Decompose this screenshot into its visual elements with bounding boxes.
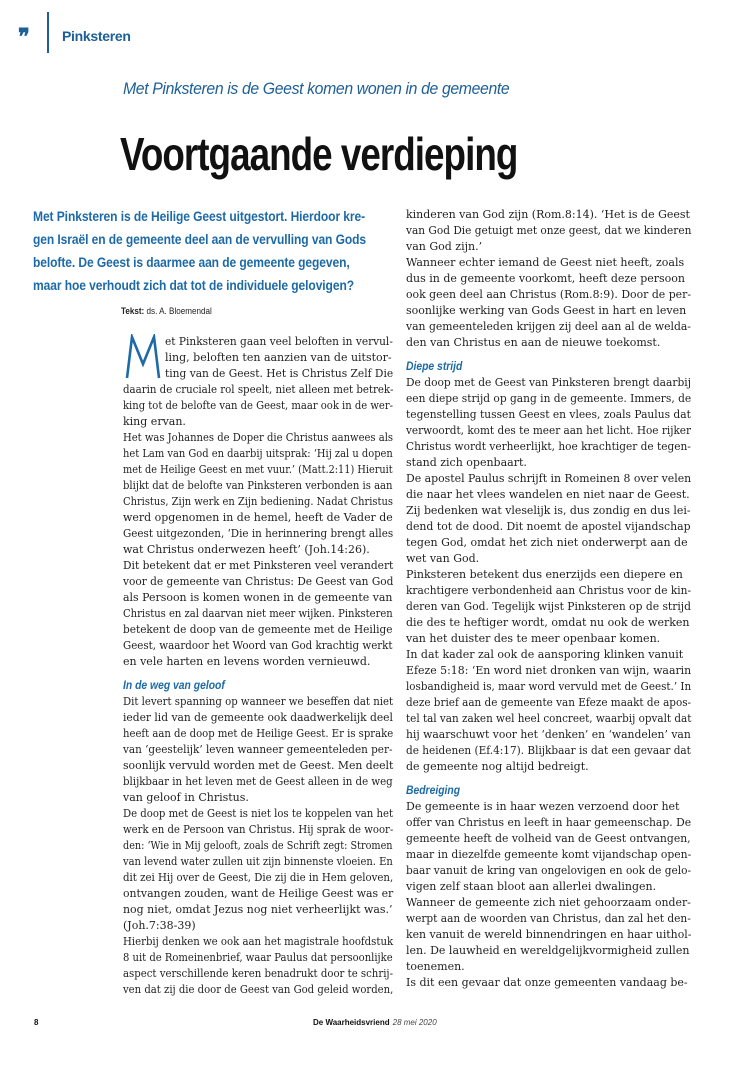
body-text-line: Christus en zal daarvan niet meer wijken. Pinksteren: [123, 607, 393, 620]
article-column-right: [406, 207, 691, 991]
body-text-line: dit zei Hij over de Geest, Die zij die in Hem geloven,: [123, 871, 394, 884]
body-text-line: king tot de belofte van de Geest, maar ook in de wer-: [123, 399, 394, 412]
article-title: Voortgaande verdieping: [120, 128, 518, 180]
intro-line: maar hoe verhoudt zich dat tot de individuele gelovigen?: [33, 277, 354, 293]
body-text-line: De doop met de Geest van Pinksteren brengt daarbij: [406, 376, 692, 389]
body-text-line: en vele harten en levens worden vernieuwd.: [123, 655, 371, 668]
body-text-line: kinderen van God zijn (Rom.8:14). ‘Het is de Geest: [406, 208, 690, 221]
header-divider: [47, 12, 49, 53]
body-text-line: nog niet, omdat Jezus nog niet verheerlijkt was.’: [123, 903, 393, 916]
article-intro: [33, 205, 377, 297]
body-text-line: Geest, waardoor het Woord van God krachtig werkt: [123, 639, 393, 652]
body-text-line: wet van God.: [406, 552, 480, 565]
body-text-line: Christus wordt verheerlijkt, hoe krachtiger de tegen-: [406, 440, 691, 453]
body-text-line: van het duister des te meer openbaar komen.: [406, 632, 661, 645]
body-text-line: ken vanuit de wereld binnendringen en haar uithol-: [406, 928, 692, 941]
body-text-line: ting van de Geest. Het is Christus Zelf Die: [165, 367, 394, 380]
body-text-line: Het was Johannes de Doper die Christus aanwees als: [123, 431, 394, 444]
body-text-line: Christus, Zijn werk en Zijn bediening. Nadat Christus: [123, 495, 393, 508]
body-text-line: king ervan.: [123, 415, 186, 428]
body-text-line: ven dat zij die door de Geest van God geleid worden,: [123, 983, 394, 996]
byline-author: ds. A. Bloemendal: [146, 306, 212, 316]
body-text-line: ieder lid van de gemeente ook daadwerkelijk deel: [123, 711, 393, 724]
body-text-line: len. De lauwheid en wereldgelijkvormigheid zullen: [406, 944, 690, 957]
body-text-line: van ‘geestelijk’ leven wanneer gemeenteleden per-: [123, 743, 393, 756]
publication-name: De Waarheidsvriend: [313, 1018, 390, 1027]
body-text-line: dend tot de dood. Dit noemt de apostel vijandschap: [406, 520, 691, 533]
body-text-line: werd opgenomen in de hemel, heeft de Vader de: [123, 511, 393, 524]
body-text-line: De gemeente is in haar wezen verzoend door het: [406, 800, 680, 813]
body-text-line: die des te heftiger wordt, omdat nu ook de werken: [406, 616, 690, 629]
body-text-line: (Joh.7:38-39): [123, 919, 196, 932]
body-text-line: tegen God, omdat het zich niet onderwerpt aan de: [406, 536, 688, 549]
body-text-line: tegenstelling tussen Geest en vlees, zoals Paulus dat: [406, 408, 691, 421]
article-kicker: Met Pinksteren is de Geest komen wonen in de gemeente: [123, 79, 510, 98]
body-text-line: 8 uit de Romeinenbrief, waar Paulus dat persoonlijke: [123, 951, 393, 964]
body-text-line: maar in diezelfde gemeente komt vijandschap open-: [406, 848, 692, 861]
intro-line: Met Pinksteren is de Heilige Geest uitgestort. Hierdoor kre-: [33, 208, 366, 224]
section-subheading: Diepe strijd: [406, 361, 463, 373]
body-text-line: den: ‘Wie in Mij gelooft, zoals de Schrift zegt: Stromen: [123, 839, 393, 852]
body-text-line: de heidenen (Ef.4:17). Blijkbaar is dat een gevaar dat: [406, 744, 691, 757]
body-text-line: Is dit een gevaar dat onze gemeenten vandaag be-: [406, 976, 688, 989]
body-text-line: ling, beloften ten aanzien van de uitstor-: [165, 351, 392, 364]
body-text-line: verwoordt, komt des te meer aan het licht. Hoe rijker: [406, 424, 692, 437]
body-text-line: De doop met de Geest is niet los te koppelen van het: [123, 807, 394, 820]
body-text-line: deze brief aan de gemeente van Efeze maakt de apos-: [406, 696, 692, 709]
body-text-line: voor de gemeente van Christus: De Geest van God: [123, 575, 394, 588]
body-text-line: deren van God. Tegelijk wijst Pinksteren op de strijd: [406, 600, 691, 613]
body-text-line: baar vanuit de kring van ongelovigen en ook de gelo-: [406, 864, 692, 877]
body-text-line: werpt aan de woorden van Christus, dan zal het den-: [406, 912, 691, 925]
byline-label: Tekst:: [121, 306, 145, 316]
body-text-line: gemeente heeft de volheid van de Geest ontvangen,: [406, 832, 691, 845]
body-text-line: Pinksteren betekent dus enerzijds een diepere en: [406, 568, 683, 581]
body-text-line: Wanneer de gemeente zich niet gehoorzaam onder-: [406, 896, 691, 909]
body-text-line: toenemen.: [406, 960, 465, 973]
section-label: Pinksteren: [62, 28, 131, 44]
byline: [121, 306, 212, 316]
body-text-line: De apostel Paulus schrijft in Romeinen 8 over velen: [406, 472, 692, 485]
body-text-line: den van Christus en aan de nieuwe toekomst.: [406, 336, 661, 349]
body-text-line: met de Heilige Geest en met vuur.’ (Matt.2:11) Hieruit: [123, 463, 393, 476]
body-text-line: blijkt dat de belofte van Pinksteren verbonden is aan: [123, 479, 393, 492]
body-text-line: werk en de Persoon van Christus. Hij sprak de woor-: [123, 823, 394, 836]
body-text-line: vigen zelf staan bloot aan allerlei dwalingen.: [406, 880, 657, 893]
body-text-line: Efeze 5:18: ‘En word niet dronken van wijn, waarin: [406, 664, 692, 677]
body-text-line: blijkbaar in het leven met de Geest alleen in de weg: [123, 775, 393, 788]
body-text-line: losbandigheid is, maar word vervuld met de Geest.’ In: [406, 680, 692, 693]
body-text-line: tel tal van zaken wel heel concreet, waarbij opvalt dat: [406, 712, 692, 725]
body-text-line: wat Christus onderwezen heeft’ (Joh.14:26).: [123, 543, 370, 556]
intro-line: belofte. De Geest is daarmee aan de gemeente gegeven,: [33, 254, 350, 270]
body-text-line: Hierbij denken we ook aan het magistrale hoofdstuk: [123, 935, 394, 948]
body-text-line: Dit betekent dat er met Pinksteren veel verandert: [123, 559, 394, 572]
section-subheading: Bedreiging: [406, 785, 461, 797]
body-text-line: Wanneer echter iemand de Geest niet heeft, zoals: [406, 256, 685, 269]
body-text-line: van geloof in Christus.: [123, 791, 249, 804]
body-text-line: die naar het vlees wandelen en niet naar de Geest.: [406, 488, 690, 501]
body-text-line: stand zich openbaart.: [406, 456, 527, 469]
page-number: 8: [34, 1018, 39, 1027]
body-text-line: Dit levert spanning op wanneer we beseffen dat niet: [123, 695, 394, 708]
body-text-line: et Pinksteren gaan veel beloften in vervul-: [165, 335, 393, 348]
body-text-line: heeft aan de doop met de Heilige Geest. Er is sprake: [123, 727, 394, 740]
body-text-line: Geest uitgezonden, ‘Die in herinnering brengt alles: [123, 527, 394, 540]
quote-mark-icon: ❞: [18, 24, 28, 50]
body-text-line: van God Die getuigt met onze geest, dat we kinderen: [406, 224, 692, 237]
body-text-line: dus in de gemeente voorkomt, heeft deze persoon: [406, 272, 686, 285]
body-text-line: van levend water zullen uit zijn binnenste vloeien. En: [123, 855, 393, 868]
body-text-line: van God zijn.’: [406, 240, 483, 253]
publication-date: 28 mei 2020: [392, 1018, 437, 1027]
body-text-line: ook geen deel aan Christus (Rom.8:9). Door de per-: [406, 288, 692, 301]
body-text-line: als Persoon is komen wonen in de gemeente van: [123, 591, 393, 604]
body-text-line: aspect verschillende keren benadrukt door te schrij-: [123, 967, 394, 980]
body-text-line: soonlijk vervuld worden met de Geest. Men deelt: [123, 759, 394, 772]
body-text-line: de gemeente nog altijd bedreigt.: [406, 760, 589, 773]
body-text-line: betekent de doop van de gemeente met de Heilige: [123, 623, 393, 636]
body-text-line: krachtigere verbondenheid aan Christus voor de kin-: [406, 584, 692, 597]
body-text-line: van gemeenteleden krijgen zij deel aan al de welda-: [406, 320, 691, 333]
footer-publication: [313, 1018, 437, 1027]
body-text-line: soonlijke werking van Gods Geest in hart en leven: [406, 304, 687, 317]
body-text-line: hij waarschuwt voor het ‘denken’ en ‘wandelen’ van: [406, 728, 691, 741]
section-subheading: In de weg van geloof: [123, 680, 225, 692]
body-text-line: offer van Christus en leeft in haar gemeenschap. De: [406, 816, 692, 829]
intro-line: gen Israël en de gemeente deel aan de vervulling van Gods: [33, 231, 367, 247]
body-text-line: In dat kader zal ook de aansporing klinken vanuit: [406, 648, 684, 661]
body-text-line: daarin de cruciale rol speelt, niet alleen met betrek-: [123, 383, 394, 396]
article-column-left: [123, 334, 393, 998]
body-text-line: ontvangen zouden, want de Heilige Geest was er: [123, 887, 394, 900]
body-text-line: Zij bedenken wat vleselijk is, dus zondig en dus lei-: [406, 504, 691, 517]
body-text-line: een diepe strijd op gang in de gemeente. Immers, de: [406, 392, 692, 405]
body-text-line: het Lam van God en daarbij uitsprak: ‘Hij zal u dopen: [123, 447, 393, 460]
